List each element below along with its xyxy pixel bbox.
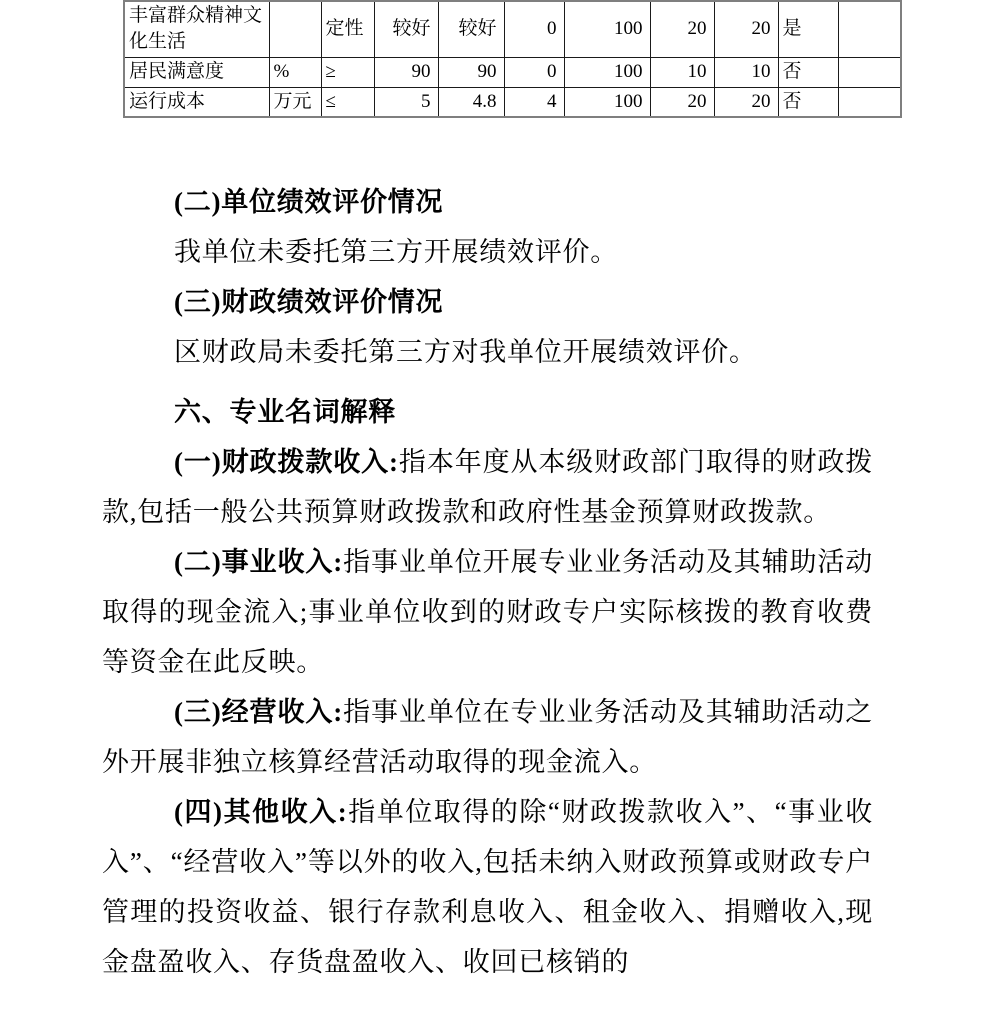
table-cell: 0	[504, 57, 564, 87]
table-cell: 100	[564, 57, 650, 87]
paragraph-lead: (四)其他收入:	[174, 797, 348, 827]
table-cell: 20	[714, 87, 778, 117]
paragraph	[102, 787, 873, 987]
table-cell: 较好	[438, 1, 504, 57]
table-cell: 90	[374, 57, 438, 87]
table-cell: ≥	[321, 57, 374, 87]
table-cell: 万元	[269, 87, 321, 117]
table-cell: 0	[504, 1, 564, 57]
table-row	[124, 87, 901, 117]
table-cell: 居民满意度	[124, 57, 269, 87]
table-cell: 4.8	[438, 87, 504, 117]
table-cell: 运行成本	[124, 87, 269, 117]
section-heading: (二)单位绩效评价情况	[174, 187, 444, 217]
paragraph-lead: (三)经营收入:	[174, 697, 343, 727]
table-cell: 4	[504, 87, 564, 117]
table-cell	[838, 87, 901, 117]
table-body	[124, 1, 901, 117]
section-heading: 六、专业名词解释	[174, 397, 396, 427]
table-cell	[838, 1, 901, 57]
table-cell: 否	[778, 87, 838, 117]
paragraph-text: 指事业单位开展专业业务活动及其辅助活动取得的现金流入;事业单位收到的财政专户实际核拨的教育收费等资金在此反映。	[102, 547, 874, 677]
document-text	[102, 177, 873, 987]
table-cell: 20	[714, 1, 778, 57]
paragraph	[102, 687, 873, 787]
table-cell: 90	[438, 57, 504, 87]
table-row	[124, 1, 901, 57]
table-cell: 20	[650, 87, 714, 117]
table-cell: 5	[374, 87, 438, 117]
paragraph	[102, 437, 873, 537]
table-cell: 否	[778, 57, 838, 87]
section-heading: (三)财政绩效评价情况	[174, 287, 444, 317]
paragraph-text: 指本年度从本级财政部门取得的财政拨款,包括一般公共预算财政拨款和政府性基金预算财政拨款。	[102, 447, 873, 527]
paragraph-text: 指事业单位在专业业务活动及其辅助活动之外开展非独立核算经营活动取得的现金流入。	[102, 697, 874, 777]
paragraph: 区财政局未委托第三方对我单位开展绩效评价。	[174, 337, 757, 367]
paragraph-lead: (一)财政拨款收入:	[174, 447, 399, 477]
table-cell: 较好	[374, 1, 438, 57]
table-cell: 10	[714, 57, 778, 87]
table-cell: 100	[564, 87, 650, 117]
table-cell: 100	[564, 1, 650, 57]
paragraph: 我单位未委托第三方开展绩效评价。	[174, 237, 618, 267]
table-cell	[838, 57, 901, 87]
paragraph-text: 指单位取得的除“财政拨款收入”、“事业收入”、“经营收入”等以外的收入,包括未纳入财政预算或财政专户管理的投资收益、银行存款利息收入、租金收入、捐赠收入,现金盘盈收入、存货盘盈收入、收回已核销的	[102, 797, 873, 977]
table-cell: 定性	[321, 1, 374, 57]
table-cell: %	[269, 57, 321, 87]
paragraph-lead: (二)事业收入:	[174, 547, 343, 577]
table-cell: ≤	[321, 87, 374, 117]
table-cell: 丰富群众精神文化生活	[124, 1, 269, 57]
paragraph	[102, 537, 873, 687]
table-cell: 是	[778, 1, 838, 57]
table-cell: 10	[650, 57, 714, 87]
table-cell	[269, 1, 321, 57]
performance-indicator-table	[123, 0, 902, 118]
table-row	[124, 57, 901, 87]
table-cell: 20	[650, 1, 714, 57]
